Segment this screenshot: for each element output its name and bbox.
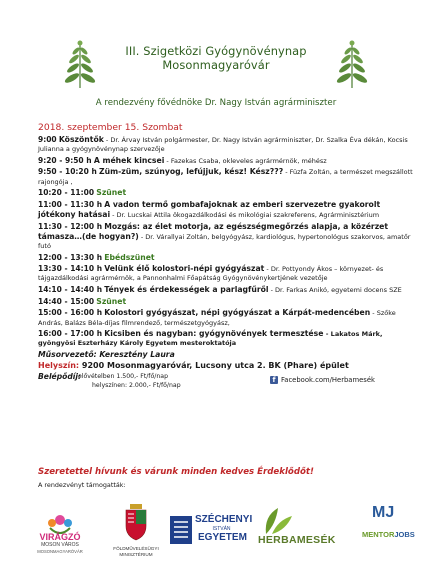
mentorjobs-text	[362, 530, 415, 539]
program-time: 11:00 - 11:30 h	[38, 199, 103, 209]
program-item	[38, 297, 418, 307]
program-item	[38, 253, 418, 263]
program-time: 9:50 - 10:20 h	[38, 167, 97, 177]
program-item	[38, 222, 418, 251]
program-title: Velünk élő kolostori-népi gyógyászat	[104, 264, 265, 274]
facebook-link[interactable]	[270, 376, 375, 384]
herb-illustration-icon	[60, 38, 100, 88]
venue-address: 9200 Mosonmagyaróvár, Lucsony utca 2. BK (Phare) épület	[79, 361, 349, 370]
facebook-icon: f	[270, 376, 278, 384]
program-time: 13:30 - 14:10 h	[38, 264, 103, 274]
fee-presale: elővételben 1.500,- Ft/fő/nap	[78, 372, 168, 380]
virago-line1: VIRÁGZÓ	[39, 532, 81, 542]
sponsors-label: A rendezvényt támogatták:	[38, 481, 126, 489]
moderator: Műsorvezető: Keresztény Laura	[38, 350, 175, 359]
program-speaker: - Dr. Árvay István polgármester, Dr. Nagy István agrárminiszter, Dr. Szalka Éva dékán, Kocsis Julianna a gyógynövénynap szervezője	[38, 136, 408, 154]
program-time: 16:00 - 17:00 h	[38, 329, 103, 339]
program-time: 9:00	[38, 135, 57, 144]
program-speaker: - Fazekas Csaba, okleveles agrármérnök, méhész	[164, 156, 327, 165]
program-item	[38, 308, 418, 327]
program	[38, 122, 418, 394]
program-speaker: - Füzfa Zoltán, a természet megszállott rajongója ,	[38, 168, 413, 186]
virago-logo	[28, 512, 92, 560]
program-item	[38, 135, 418, 154]
program-time: 9:20 - 9:50 h	[38, 155, 92, 165]
fee-onsite: helyszínen: 2.000,- Ft/fő/nap	[92, 381, 181, 389]
event-date: 2018. szeptember 15. Szombat	[38, 122, 183, 133]
program-speaker: - Dr. Lucskai Attila ökogazdálkodási és mikológiai szakreferens, Agrárminisztérium	[110, 211, 380, 220]
program-title: A méhek kincsei	[93, 155, 165, 165]
facebook-text: Facebook.com/Herbamesék	[281, 375, 375, 384]
event-title	[100, 44, 332, 72]
program-title: Köszöntők	[58, 135, 104, 144]
venue-label: Helyszín:	[38, 361, 80, 370]
fee-section	[38, 372, 418, 394]
sze-line1: SZÉCHENYI	[195, 514, 253, 525]
program-speaker: - Dr. Várallyai Zoltán, belgyógyász, kardiológus, hypertonológus szakorvos, amatőr futó	[38, 232, 411, 250]
program-title: Kicsiben és nagyban: gyógynövények termesztése	[104, 329, 324, 339]
program-item	[38, 264, 418, 283]
patron-line: A rendezvény fővédnöke Dr. Nagy István agrárminiszter	[95, 98, 337, 108]
welcome-text: Szeretettel hívunk és várunk minden kedves Érdeklődőt!	[38, 467, 314, 477]
header	[0, 0, 432, 95]
mentorjobs-text1: MENTOR	[362, 530, 395, 539]
program-speaker: - Dr. Farkas Anikó, egyetemi docens SZE	[268, 286, 402, 295]
program-title: Kolostori gyógyászat, népi gyógyászat a Kárpát-medencében	[104, 308, 371, 318]
program-time: 14:40 - 15:00	[38, 296, 95, 306]
program-speaker: - Lakatos Márk, gyöngyösi Eszterházy Károly Egyetem mesteroktatója	[38, 330, 383, 348]
venue	[38, 361, 418, 372]
program-time: 11:30 - 12:00 h	[38, 221, 103, 231]
sze-emblem-icon	[170, 516, 192, 544]
program-list	[38, 135, 418, 348]
sze-line2: ISTVÁN	[212, 526, 231, 532]
program-title: Szünet	[96, 188, 127, 198]
sponsor-logos	[0, 498, 432, 568]
fee-label: Belépődíj:	[38, 371, 82, 381]
program-title: Ebédszünet	[104, 252, 155, 262]
ministry-line2: MINISZTÉRIUM	[119, 552, 153, 557]
program-item	[38, 167, 418, 186]
program-item	[38, 200, 418, 220]
title-line-1: III. Szigetközi Gyógynövénynap	[125, 44, 307, 58]
sze-logo	[170, 512, 253, 552]
mentorjobs-text2: JOBS	[394, 530, 415, 539]
coat-of-arms-icon	[106, 502, 166, 542]
program-speaker: - Dr. Pottyondy Ákos – környezet- és tájgazdálkodási agrármérnök, a Pannonhalmi Főapátság Gyógynövénykertjének vezetője	[38, 265, 384, 283]
virago-line2: MOSON VÁROS	[41, 542, 79, 548]
mentorjobs-mark: MJ	[372, 504, 395, 521]
program-item	[38, 329, 418, 348]
program-title: Tények és érdekességek a parlagfűről	[104, 285, 269, 295]
program-item	[38, 188, 418, 198]
program-title: Mozgás: az élet motorja, az egészségmegőrzés alapja, a közérzet támasza…(de hogyan?)	[38, 221, 389, 241]
program-time: 14:10 - 14:40 h	[38, 285, 103, 295]
title-line-2: Mosonmagyaróvár	[162, 58, 270, 72]
program-item	[38, 285, 418, 295]
ministry-logo	[106, 502, 166, 566]
program-title: Züm-züm, szúnyog, lefújjuk, kész! Kész???	[99, 167, 284, 177]
herbamesek-text: HERBAMESÉK	[258, 534, 336, 546]
program-title: Szünet	[96, 296, 127, 306]
mentorjobs-logo	[362, 504, 422, 554]
herbamesek-logo	[258, 506, 358, 556]
herb-illustration-icon	[332, 38, 372, 88]
program-speaker: - Szőke András, Balázs Béla-díjas filmrendező, természetgyógyász,	[38, 309, 396, 327]
leaf-icon	[260, 506, 296, 536]
sze-line3: EGYETEM	[198, 532, 247, 543]
program-title: A vadon termő gombafajoknak az emberi szervezetre gyakorolt jótékony hatásai	[38, 199, 381, 220]
program-time: 12:00 - 13:30 h	[38, 252, 103, 262]
virago-line3: MOSONMAGYARÓVÁR	[37, 549, 83, 554]
program-item	[38, 156, 418, 166]
ministry-line1: FÖLDMŰVELÉSÜGYI	[113, 546, 159, 551]
program-time: 15:00 - 16:00 h	[38, 308, 103, 318]
program-time: 10:20 - 11:00	[38, 188, 95, 198]
